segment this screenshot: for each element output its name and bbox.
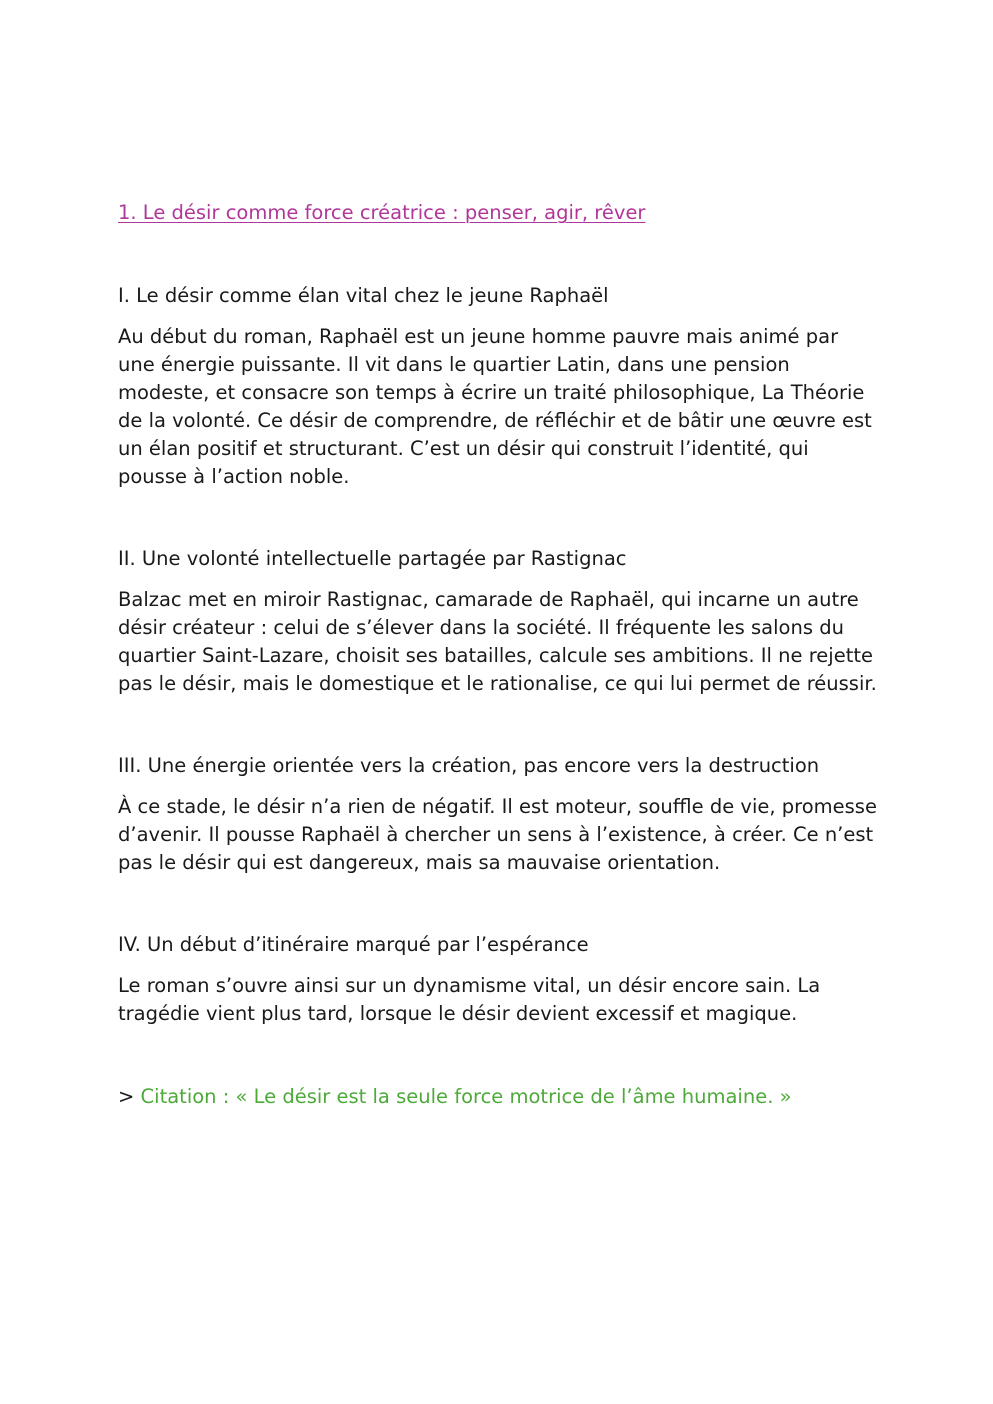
quote-text: Citation : « Le désir est la seule force motrice de l’âme humaine. » <box>140 1085 792 1108</box>
section-2 <box>118 545 878 698</box>
section-body: Balzac met en miroir Rastignac, camarade de Raphaël, qui incarne un autre désir créateur : celui de s’élever dans la société. Il fréquente les salons du quartier Saint-Lazare, choisit ses batailles, calcule ses ambitions. Il ne rejette pas le désir, mais le domestique et le rationalise, ce qui lui permet de réussir. <box>118 588 877 695</box>
document-title-link[interactable]: 1. Le désir comme force créatrice : penser, agir, rêver <box>118 201 646 224</box>
quote-line <box>118 1083 878 1111</box>
section-heading: II. Une volonté intellectuelle partagée par Rastignac <box>118 547 627 570</box>
section-body: Au début du roman, Raphaël est un jeune homme pauvre mais animé par une énergie puissante. Il vit dans le quartier Latin, dans une pension modeste, et consacre son temps à écrire un traité philosophique, La Théorie de la volonté. Ce désir de comprendre, de réfléchir et de bâtir une œuvre est un élan positif et structurant. C’est un désir qui construit l’identité, qui pousse à l’action noble. <box>118 325 872 488</box>
quote-marker: > <box>118 1085 135 1108</box>
section-heading: IV. Un début d’itinéraire marqué par l’espérance <box>118 933 589 956</box>
section-heading: III. Une énergie orientée vers la création, pas encore vers la destruction <box>118 754 820 777</box>
section-body: À ce stade, le désir n’a rien de négatif. Il est moteur, souffle de vie, promesse d’avenir. Il pousse Raphaël à chercher un sens à l’existence, à créer. Ce n’est pas le désir qui est dangereux, mais sa mauvaise orientation. <box>118 795 877 874</box>
section-body: Le roman s’ouvre ainsi sur un dynamisme vital, un désir encore sain. La tragédie vient plus tard, lorsque le désir devient excessif et magique. <box>118 974 821 1025</box>
section-3 <box>118 752 878 877</box>
section-1 <box>118 282 878 491</box>
document-page <box>118 198 878 1111</box>
section-4 <box>118 931 878 1028</box>
section-heading: I. Le désir comme élan vital chez le jeune Raphaël <box>118 284 609 307</box>
